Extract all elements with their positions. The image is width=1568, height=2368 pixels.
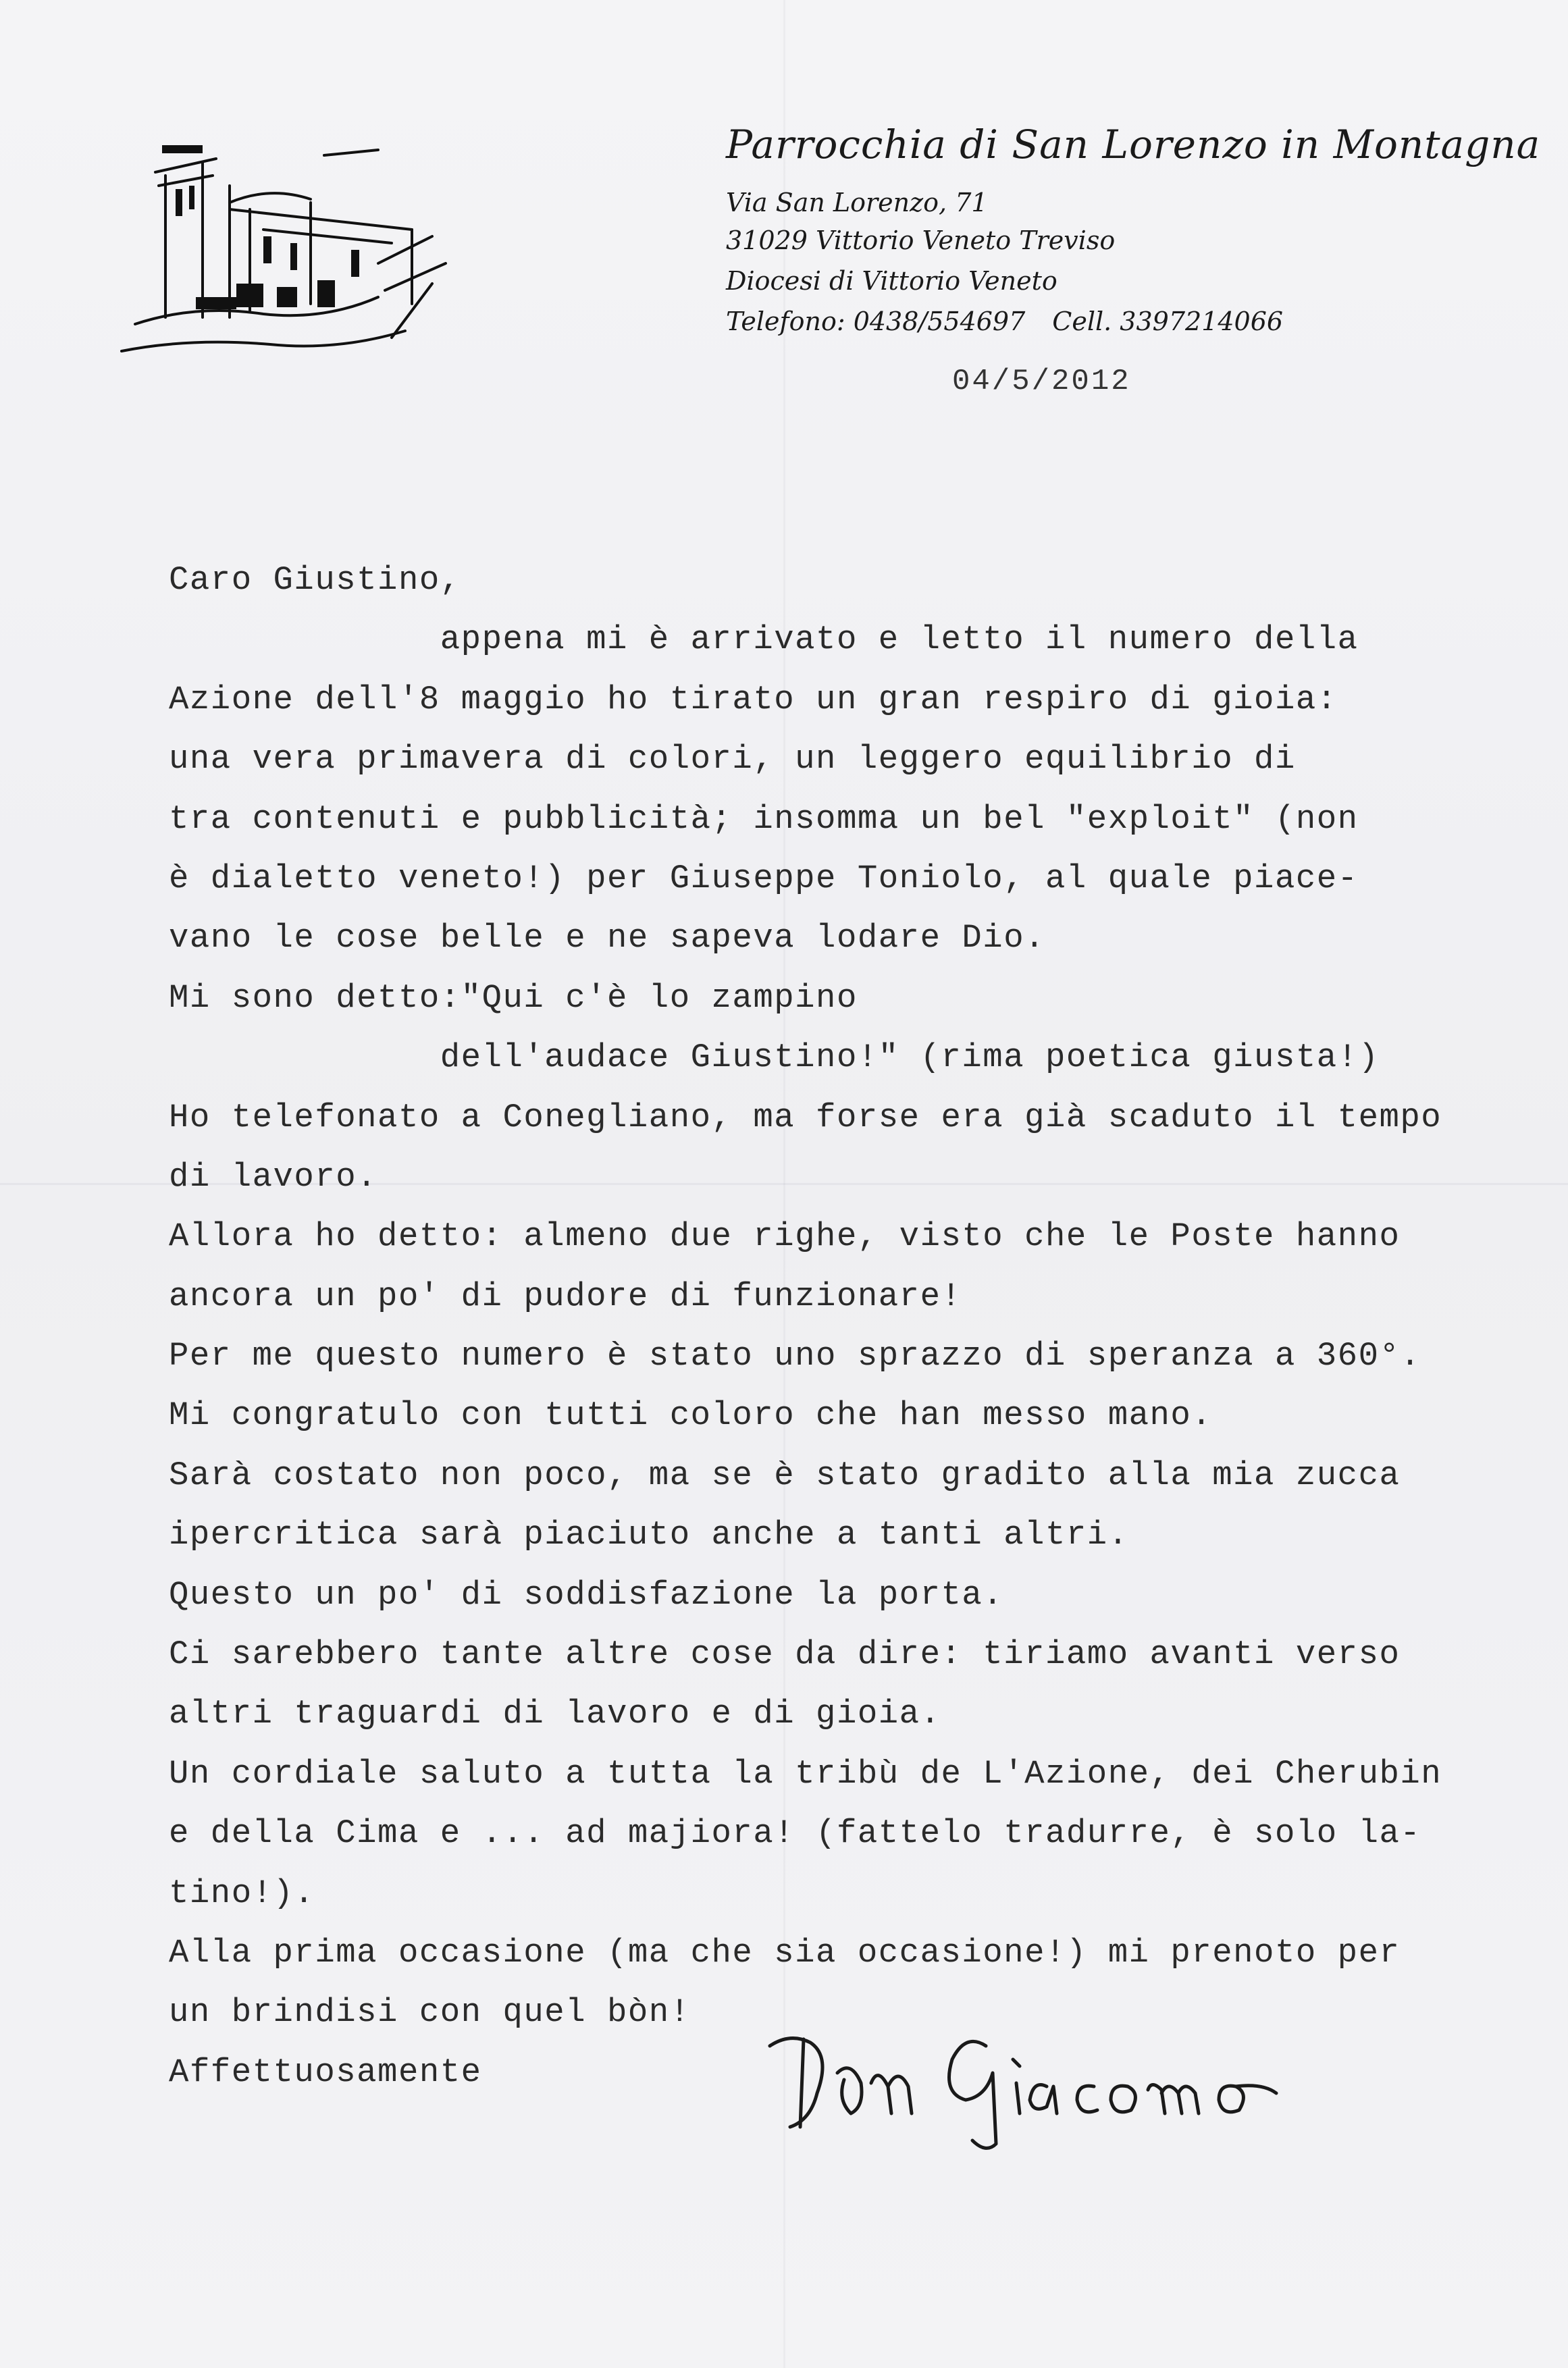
letter-line: Ho telefonato a Conegliano, ma forse era già scaduto il tempo (169, 1098, 1442, 1136)
letter-line: tra contenuti e pubblicità; insomma un bel "exploit" (non (169, 799, 1359, 838)
letter-line: Alla prima occasione (ma che sia occasione!) mi prenoto per (169, 1933, 1401, 1972)
letter-line: una vera primavera di colori, un leggero equilibrio di (169, 740, 1296, 779)
letter-line: Allora ho detto: almeno due righe, visto che le Poste hanno (169, 1217, 1401, 1256)
letter-line: un brindisi con quel bòn! (169, 1993, 691, 2032)
parish-address: Via San Lorenzo, 71 (726, 188, 988, 217)
church-logo-icon (95, 135, 473, 378)
letter-line: Per me questo numero è stato uno sprazzo di speranza a 360°. (169, 1337, 1421, 1375)
letter-line: Sarà costato non poco, ma se è stato gradito alla mia zucca (169, 1456, 1401, 1494)
letter-date: 04/5/2012 (952, 365, 1131, 398)
letter-line: Mi congratulo con tutti coloro che han messo mano. (169, 1396, 1213, 1435)
letter-line: e della Cima e ... ad majiora! (fattelo tradurre, è solo la- (169, 1814, 1421, 1853)
letter-line: altri traguardi di lavoro e di gioia. (169, 1695, 941, 1733)
letter-line: Caro Giustino, (169, 561, 461, 599)
letter-line: appena mi è arrivato e letto il numero della (169, 621, 1359, 659)
letter-line: Un cordiale saluto a tutta la tribù de L'Azione, dei Cherubin (169, 1754, 1442, 1793)
letter-line: tino!). (169, 1874, 315, 1912)
letter-line: vano le cose belle e ne sapeva lodare Dio. (169, 919, 1046, 957)
letter-line: Mi sono detto:"Qui c'è lo zampino (169, 978, 858, 1017)
letter-line: Affettuosamente (169, 2053, 482, 2091)
letter-line: Ci sarebbero tante altre cose da dire: tiriamo avanti verso (169, 1635, 1401, 1674)
letter-line: dell'audace Giustino!" (rima poetica giusta!) (169, 1038, 1380, 1077)
parish-mobile: Cell. 3397214066 (1052, 307, 1284, 336)
parish-city: 31029 Vittorio Veneto Treviso (726, 226, 1116, 255)
letter-line: Azione dell'8 maggio ho tirato un gran respiro di gioia: (169, 680, 1338, 718)
parish-phone: Telefono: 0438/554697 (726, 307, 1026, 336)
letter-line: Questo un po' di soddisfazione la porta. (169, 1575, 1004, 1614)
parish-name: Parrocchia di San Lorenzo in Montagna (726, 122, 1541, 167)
letter-line: ancora un po' di pudore di funzionare! (169, 1277, 962, 1315)
handwritten-signature (763, 2019, 1344, 2154)
parish-contacts (726, 307, 1310, 336)
letter-line: di lavoro. (169, 1157, 378, 1196)
letter-line: ipercritica sarà piaciuto anche a tanti altri. (169, 1516, 1129, 1554)
letter-body (169, 550, 1486, 2102)
letter-line: è dialetto veneto!) per Giuseppe Toniolo, al quale piace- (169, 859, 1359, 897)
parish-diocese: Diocesi di Vittorio Veneto (726, 266, 1057, 296)
